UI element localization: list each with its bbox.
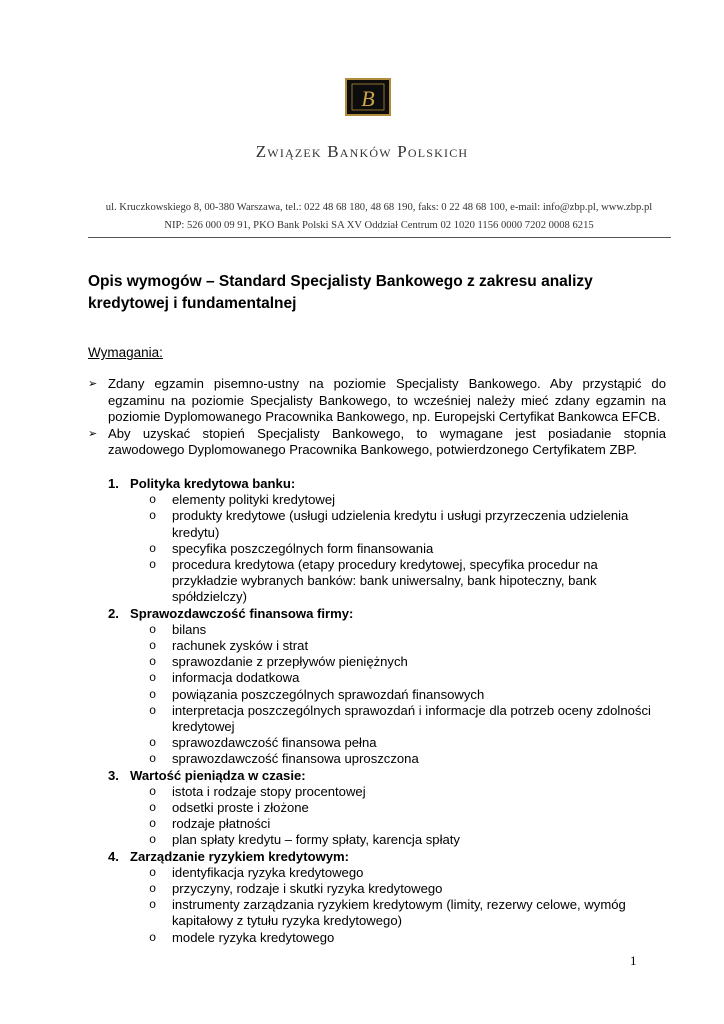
list-item: o sprawozdawczość finansowa pełna — [149, 735, 377, 751]
topic-items — [88, 784, 666, 849]
organization-name: Związek Banków Polskich — [255, 142, 469, 161]
circle-bullet-icon: o — [149, 865, 157, 880]
circle-bullet-icon: o — [149, 898, 157, 913]
list-item: o modele ryzyka kredytowego — [149, 929, 335, 945]
circle-bullet-icon: o — [149, 493, 157, 508]
requirements-label: Wymagania: — [88, 345, 163, 360]
circle-bullet-icon: o — [149, 882, 157, 897]
requirement-item — [88, 376, 666, 426]
list-item: o powiązania poszczególnych sprawozdań finansowych — [149, 686, 485, 702]
topic-title: Zarządzanie ryzykiem kredytowym: — [130, 848, 350, 864]
arrow-bullet-icon: ➢ — [88, 427, 98, 440]
circle-bullet-icon: o — [149, 833, 157, 848]
topic-title: Polityka kredytowa banku: — [130, 476, 296, 491]
circle-bullet-icon: o — [149, 801, 157, 816]
topic-number: 2. — [108, 605, 119, 621]
logo-letter: B — [361, 86, 375, 111]
topic-section — [88, 606, 666, 768]
list-item: o sprawozdawczość finansowa uproszczona — [149, 751, 419, 767]
topic-section — [88, 768, 666, 849]
list-item: o informacja dodatkowa — [149, 670, 300, 686]
topic-items — [88, 492, 666, 605]
zbp-logo — [345, 78, 391, 116]
requirement-text: Aby uzyskać stopień Specjalisty Bankowego, to wymagane jest posiadanie stopnia zawodowego Dyplomowanego Pracownika Bankowego, potwierdzonego Certyfikatem ZBP. — [108, 425, 666, 457]
circle-bullet-icon: o — [149, 930, 157, 945]
circle-bullet-icon: o — [149, 655, 157, 670]
circle-bullet-icon: o — [149, 509, 157, 524]
topic-number: 3. — [108, 767, 119, 783]
topic-items — [88, 622, 666, 768]
topic-heading — [88, 849, 666, 865]
topic-heading — [88, 768, 666, 784]
list-item: o istota i rodzaje stopy procentowej — [149, 783, 366, 799]
list-item: o odsetki proste i złożone — [149, 800, 309, 816]
circle-bullet-icon: o — [149, 703, 157, 718]
list-item: o przyczyny, rodzaje i skutki ryzyka kredytowego — [149, 881, 443, 897]
contact-address-line: ul. Kruczkowskiego 8, 00-380 Warszawa, tel.: 022 48 68 180, 48 68 190, faks: 0 22 48 68 100, e-mail: info@zbp.pl, www.zbp.pl — [105, 202, 653, 213]
circle-bullet-icon: o — [149, 541, 157, 556]
list-item: o rodzaje płatności — [149, 816, 271, 832]
topic-heading — [88, 606, 666, 622]
header-divider — [88, 237, 671, 238]
circle-bullet-icon: o — [149, 817, 157, 832]
requirement-item — [88, 426, 666, 459]
circle-bullet-icon: o — [149, 639, 157, 654]
topic-title: Sprawozdawczość finansowa firmy: — [130, 605, 354, 621]
topic-title: Wartość pieniądza w czasie: — [130, 767, 306, 783]
list-item: o produkty kredytowe (usługi udzielenia kredytu i usługi przyrzeczenia udzielenia kredytu) — [149, 508, 629, 540]
arrow-bullet-icon: ➢ — [88, 378, 98, 390]
list-item: o instrumenty zarządzania ryzykiem kredytowym (limity, rezerwy celowe, wymóg kapitałowy z tytułu ryzyka kredytowego) — [149, 897, 626, 929]
list-item: o rachunek zysków i strat — [149, 638, 309, 654]
circle-bullet-icon: o — [149, 687, 157, 702]
list-item: o specyfika poszczególnych form finansowania — [149, 540, 434, 556]
circle-bullet-icon: o — [149, 671, 157, 686]
circle-bullet-icon: o — [149, 784, 157, 799]
topic-number: 1. — [108, 476, 119, 491]
requirement-text: Zdany egzamin pisemno-ustny na poziomie Specjalisty Bankowego. Aby przystąpić do egzaminu na poziomie Specjalisty Bankowego, to wcześniej należy mieć zdany egzamin na poziomie Dyplomowanego Pracownika Bankowego, np. Europejski Certyfikat Bankowca EFCB. — [108, 376, 666, 424]
contact-bank-line: NIP: 526 000 09 91, PKO Bank Polski SA XV Oddział Centrum 02 1020 1156 0000 7202 0008 6215 — [164, 220, 594, 231]
list-item: o interpretacja poszczególnych sprawozdań i informacje dla potrzeb oceny zdolności kredytowej — [149, 702, 651, 735]
list-item: o plan spłaty kredytu – formy spłaty, karencja spłaty — [149, 832, 460, 848]
requirements-list — [88, 376, 666, 459]
list-item: o sprawozdanie z przepływów pieniężnych — [149, 654, 408, 670]
topic-items — [88, 865, 666, 946]
circle-bullet-icon: o — [149, 752, 157, 767]
topic-section — [88, 476, 666, 606]
topic-heading — [88, 476, 666, 492]
logo-emblem-icon — [347, 80, 389, 114]
topic-number: 4. — [108, 848, 119, 864]
list-item: o bilans — [149, 621, 207, 637]
topic-section — [88, 849, 666, 946]
list-item: o procedura kredytowa (etapy procedury kredytowej, specyfika procedur na przykładzie wybranych banków: bank uniwersalny, bank hipoteczny, bank spółdzielczy) — [149, 557, 598, 605]
list-item: o elementy polityki kredytowej — [149, 492, 336, 508]
topics-list — [88, 476, 666, 946]
circle-bullet-icon: o — [149, 558, 157, 573]
circle-bullet-icon: o — [149, 736, 157, 751]
list-item: o identyfikacja ryzyka kredytowego — [149, 864, 364, 880]
document-title: Opis wymogów – Standard Specjalisty Bankowego z zakresu analizy kredytowej i fundamentalnej — [88, 273, 593, 312]
page-number: 1 — [630, 953, 637, 968]
circle-bullet-icon: o — [149, 622, 157, 637]
